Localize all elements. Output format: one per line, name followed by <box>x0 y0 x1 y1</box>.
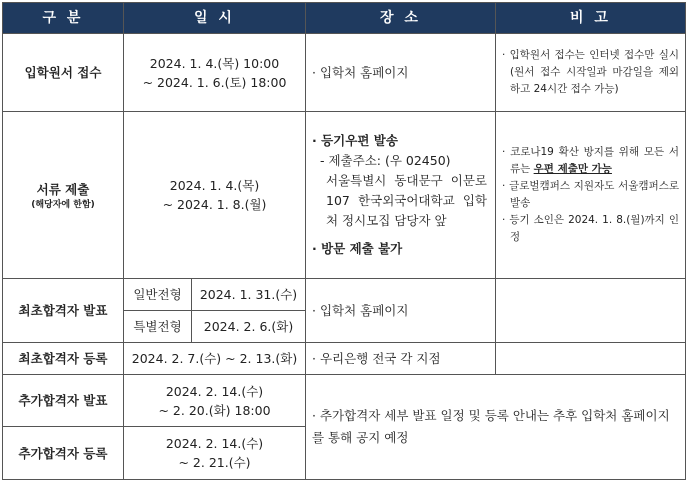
header-note: 비 고 <box>496 3 686 34</box>
note-final-announce <box>496 279 686 343</box>
date-extra-register: 2024. 2. 14.(수) ~ 2. 21.(수) <box>124 427 306 480</box>
place-application: · 입학처 홈페이지 <box>306 34 496 112</box>
place-mail-address-label: - 제출주소: (우 02450) <box>320 153 451 168</box>
place-visit-heading: · 방문 제출 불가 <box>312 241 403 256</box>
category-final-register: 최초합격자 등록 <box>3 343 124 375</box>
category-final-announce: 최초합격자 발표 <box>3 279 124 343</box>
row-application <box>3 34 686 112</box>
row-final-announce-general <box>3 279 686 311</box>
note-final-register <box>496 343 686 375</box>
type-special: 특별전형 <box>124 311 192 343</box>
row-final-register <box>3 343 686 375</box>
header-category: 구 분 <box>3 3 124 34</box>
header-row <box>3 3 686 34</box>
row-extra-announce <box>3 375 686 427</box>
note-documents: · 코로나19 확산 방지를 위해 모든 서류는 우편 제출만 가능 · 글로벌캠퍼스 지원자도 서울캠퍼스로 발송 · 등기 소인은 2024. 1. 8.(월)까지 인정 <box>496 112 686 279</box>
category-documents-sub: (해당자에 한함) <box>31 199 95 210</box>
category-application: 입학원서 접수 <box>3 34 124 112</box>
place-final-announce: · 입학처 홈페이지 <box>306 279 496 343</box>
category-extra-register: 추가합격자 등록 <box>3 427 124 480</box>
date-documents: 2024. 1. 4.(목) ~ 2024. 1. 8.(월) <box>124 112 306 279</box>
note-application: · 입학원서 접수는 인터넷 접수만 실시(원서 접수 시작일과 마감일을 제외하고 24시간 접수 가능) <box>496 34 686 112</box>
schedule-table <box>2 2 686 480</box>
category-extra-announce: 추가합격자 발표 <box>3 375 124 427</box>
place-documents <box>306 112 496 279</box>
date-special: 2024. 2. 6.(화) <box>192 311 306 343</box>
date-extra-announce: 2024. 2. 14.(수) ~ 2. 20.(화) 18:00 <box>124 375 306 427</box>
type-general: 일반전형 <box>124 279 192 311</box>
date-application: 2024. 1. 4.(목) 10:00 ~ 2024. 1. 6.(토) 18:00 <box>124 34 306 112</box>
header-place: 장 소 <box>306 3 496 34</box>
schedule-table-wrapper <box>2 2 685 480</box>
place-final-register: · 우리은행 전국 각 지점 <box>306 343 496 375</box>
date-general: 2024. 1. 31.(수) <box>192 279 306 311</box>
note-mail-only: 우편 제출만 가능 <box>533 163 612 175</box>
extra-note: · 추가합격자 세부 발표 일정 및 등록 안내는 추후 입학처 홈페이지를 통해 공지 예정 <box>306 375 686 480</box>
category-documents: 서류 제출 (해당자에 한함) <box>3 112 124 279</box>
header-date: 일 시 <box>124 3 306 34</box>
row-documents <box>3 112 686 279</box>
place-mail-heading: · 등기우편 발송 <box>312 133 398 148</box>
date-final-register: 2024. 2. 7.(수) ~ 2. 13.(화) <box>124 343 306 375</box>
place-mail-address: 서울특별시 동대문구 이문로 107 한국외국어대학교 입학처 정시모집 담당자 앞 <box>326 173 487 228</box>
